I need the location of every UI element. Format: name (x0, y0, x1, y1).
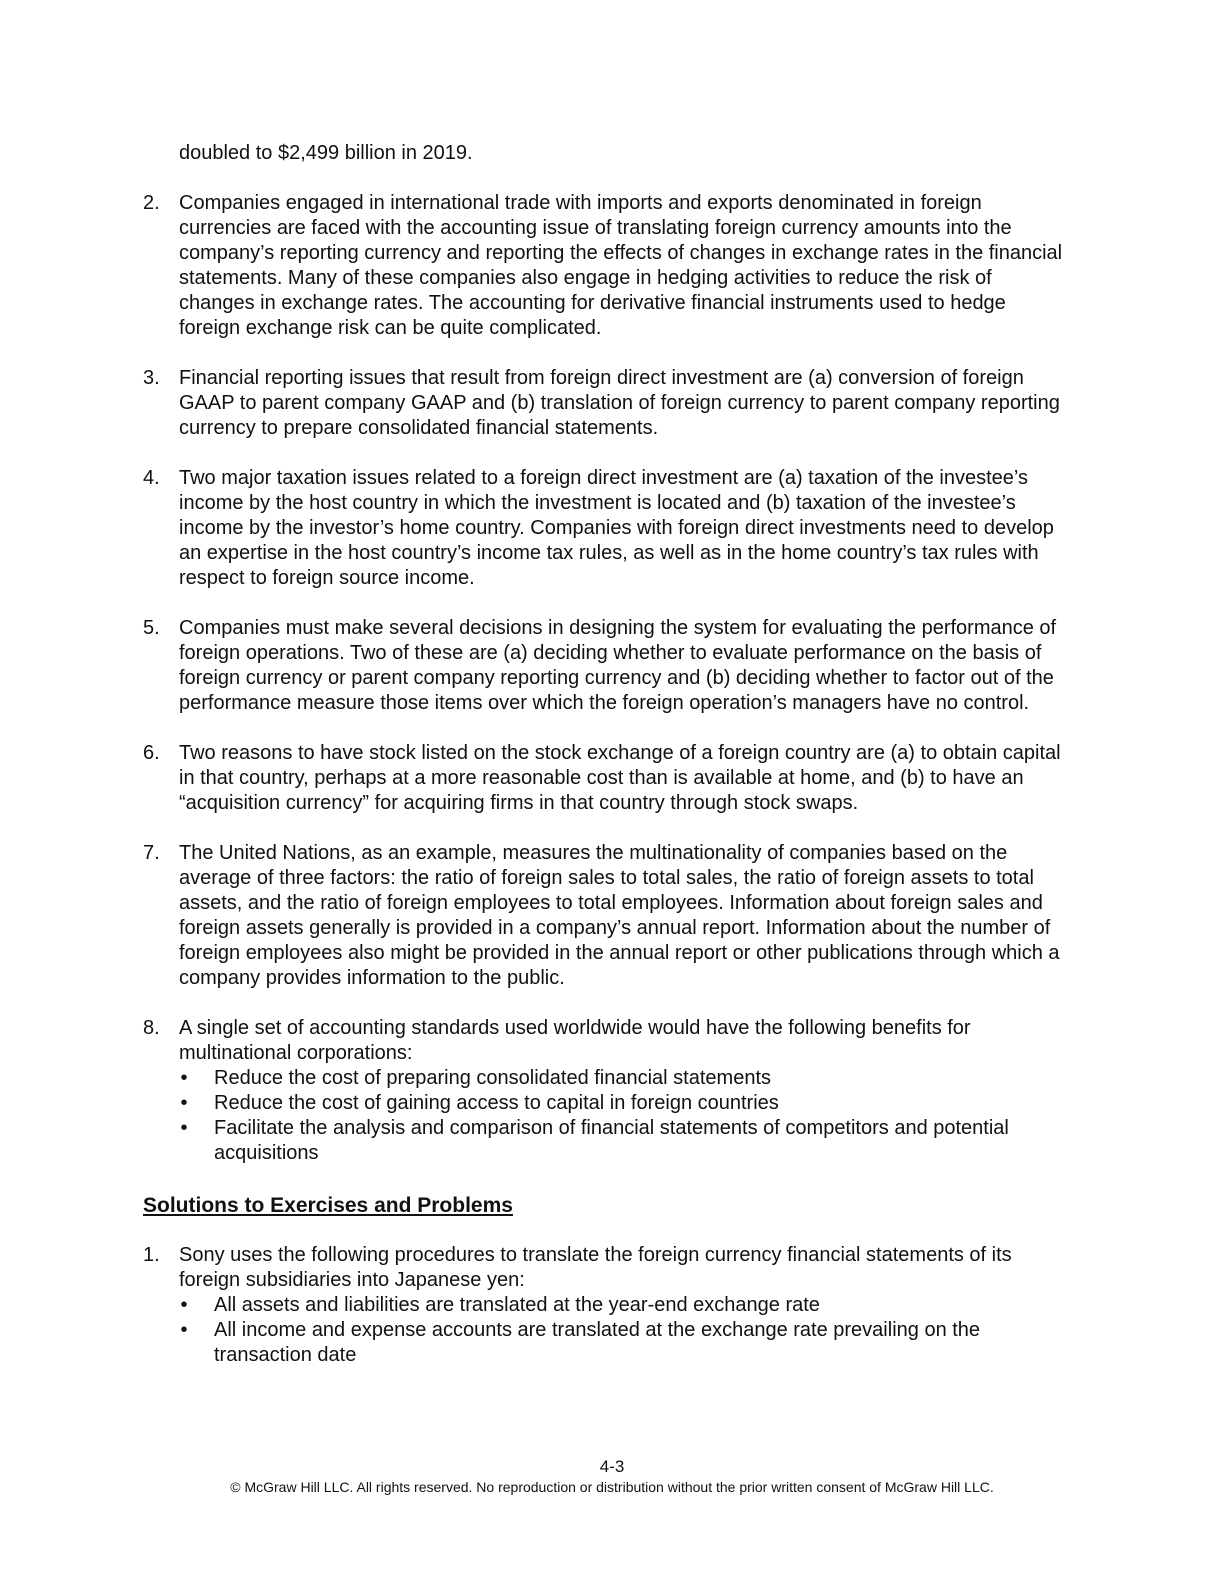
item-text: The United Nations, as an example, measures the multinationality of companies based on the average of three factors: the ratio of foreign sales to total sales, the ratio of foreign assets to total assets, and the ratio of foreign employees to total employees. Information about foreign sales and foreign assets generally is provided in a company’s annual report. Information about the number of foreign employees also might be provided in the annual report or other publications through which a company provides information to the public. (179, 842, 1060, 989)
bullet-icon: • (180, 1067, 188, 1089)
bullet-list (179, 1293, 1064, 1368)
list-item (143, 741, 1064, 816)
item-number: 5. (143, 617, 160, 639)
list-item (143, 841, 1064, 991)
page-content (0, 141, 1224, 1393)
list-item (143, 191, 1064, 341)
bullet-text: All assets and liabilities are translated at the year-end exchange rate (214, 1294, 820, 1316)
bullet-item (179, 1116, 1064, 1166)
item-text: Companies must make several decisions in designing the system for evaluating the performance of foreign operations. Two of these are (a) deciding whether to evaluate performance on the basis of foreign currency or parent company reporting currency and (b) deciding whether to factor out of the performance measure those items over which the foreign operation’s managers have no control. (179, 617, 1057, 714)
item-text: Companies engaged in international trade with imports and exports denominated in foreign currencies are faced with the accounting issue of translating foreign currency amounts into the company’s reporting currency and reporting the effects of changes in exchange rates in the financial statements. Many of these companies also engage in hedging activities to reduce the risk of changes in exchange rates. The accounting for derivative financial instruments used to hedge foreign exchange risk can be quite complicated. (179, 192, 1063, 339)
item-text: A single set of accounting standards used worldwide would have the following benefits for multinational corporations: (179, 1017, 971, 1064)
bullet-icon: • (180, 1117, 188, 1139)
item-number: 6. (143, 742, 160, 764)
item-text: Sony uses the following procedures to translate the foreign currency financial statements of its foreign subsidiaries into Japanese yen: (179, 1244, 1012, 1291)
bullet-icon: • (180, 1319, 188, 1341)
bullet-text: All income and expense accounts are translated at the exchange rate prevailing on the transaction date (214, 1319, 981, 1366)
list-item (143, 466, 1064, 591)
bullet-item (179, 1293, 1064, 1318)
item-number: 8. (143, 1017, 160, 1039)
item-text: Two reasons to have stock listed on the stock exchange of a foreign country are (a) to obtain capital in that country, perhaps at a more reasonable cost than is available at home, and (b) to have an “acquisition currency” for acquiring firms in that country through stock swaps. (179, 742, 1061, 814)
item-text: Financial reporting issues that result from foreign direct investment are (a) conversion of foreign GAAP to parent company GAAP and (b) translation of foreign currency to parent company reporting currency to prepare consolidated financial statements. (179, 367, 1060, 439)
list-item (143, 1243, 1064, 1368)
bullet-item (179, 1091, 1064, 1116)
item-number: 3. (143, 367, 160, 389)
item-number: 7. (143, 842, 160, 864)
section-heading: Solutions to Exercises and Problems (143, 1194, 513, 1217)
bullet-list (179, 1066, 1064, 1166)
item-number: 1. (143, 1244, 160, 1266)
list-item (143, 366, 1064, 441)
bullet-icon: • (180, 1092, 188, 1114)
bullet-item (179, 1066, 1064, 1091)
bullet-text: Reduce the cost of gaining access to capital in foreign countries (214, 1092, 779, 1114)
list-item (143, 616, 1064, 716)
item-number: 2. (143, 192, 160, 214)
item-number: 4. (143, 467, 160, 489)
bullet-text: Facilitate the analysis and comparison of financial statements of competitors and potential acquisitions (214, 1117, 1009, 1164)
bullet-item (179, 1318, 1064, 1368)
page-number: 4-3 (599, 1457, 625, 1476)
bullet-icon: • (180, 1294, 188, 1316)
continuation-text: doubled to $2,499 billion in 2019. (179, 142, 473, 164)
copyright-notice: © McGraw Hill LLC. All rights reserved. No reproduction or distribution without the prior written consent of McGraw Hill LLC. (230, 1479, 994, 1495)
bullet-text: Reduce the cost of preparing consolidated financial statements (214, 1067, 772, 1089)
list-item (143, 1016, 1064, 1166)
item-text: Two major taxation issues related to a foreign direct investment are (a) taxation of the investee’s income by the host country in which the investment is located and (b) taxation of the investee’s income by the investor’s home country. Companies with foreign direct investments need to develop an expertise in the host country’s income tax rules, as well as in the home country’s tax rules with respect to foreign source income. (179, 467, 1054, 589)
